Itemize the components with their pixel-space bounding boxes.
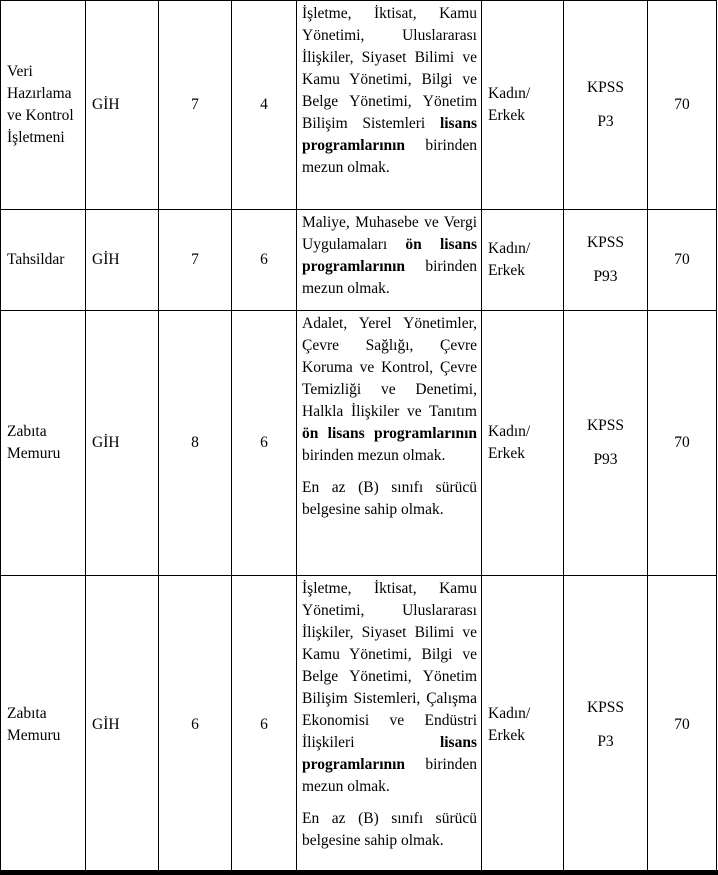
- score-value: 70: [674, 715, 690, 733]
- requirement-text: [302, 578, 477, 798]
- count-value: 4: [260, 96, 268, 113]
- requirement-cell: [297, 576, 482, 874]
- position-name-cell: [1, 1, 86, 210]
- requirement-programs: İşletme, İktisat, Kamu Yönetimi, Uluslararası İlişkiler, Siyaset Bilimi ve Kamu Yönetimi, Bilgi ve Belge Yönetimi, Yönetim Bilişim Sistemleri: [302, 5, 477, 132]
- exam-score-type: P93: [593, 268, 618, 285]
- position-name: Zabıta Memuru: [7, 704, 61, 744]
- exam-score-type: P3: [597, 732, 614, 750]
- class-cell: [86, 576, 159, 874]
- gender-cell: [482, 210, 564, 311]
- gender-value: Kadın/ Erkek: [488, 240, 531, 279]
- requirement-text: [302, 212, 477, 300]
- position-name-cell: [1, 576, 86, 874]
- exam-type: KPSS: [586, 698, 625, 716]
- table-row: [1, 210, 717, 311]
- requirement-programs: İşletme, İktisat, Kamu Yönetimi, Uluslararası İlişkiler, Siyaset Bilimi ve Kamu Yönetimi, Bilgi ve Belge Yönetimi, Yönetim Bilişim Sistemleri, Çalışma Ekonomisi ve Endüstri İlişkileri: [302, 580, 477, 751]
- score-value: 70: [674, 251, 690, 268]
- requirement-suffix: birinden mezun olmak.: [302, 447, 446, 464]
- count-value: 6: [260, 715, 268, 733]
- exam-cell: [564, 1, 648, 210]
- position-name: Veri Hazırlama ve Kontrol İşletmeni: [7, 63, 74, 146]
- requirement-cell: [297, 1, 482, 210]
- position-name-cell: [1, 210, 86, 311]
- class-value: GİH: [92, 715, 120, 733]
- requirement-level: ön lisans programlarının: [302, 236, 477, 275]
- class-value: GİH: [92, 96, 120, 113]
- requirement-level: lisans programlarının: [302, 734, 477, 773]
- gender-value: Kadın/ Erkek: [488, 85, 531, 124]
- requirement-text: [302, 313, 477, 467]
- score-cell: [648, 210, 717, 311]
- gender-value: Kadın/ Erkek: [488, 423, 531, 462]
- count-cell: [232, 1, 297, 210]
- exam-cell: [564, 311, 648, 576]
- exam-cell: [564, 210, 648, 311]
- requirement-text: [302, 3, 477, 179]
- class-cell: [86, 311, 159, 576]
- requirement-cell: [297, 210, 482, 311]
- score-value: 70: [674, 96, 690, 113]
- extra-requirement: En az (B) sınıfı sürücü belgesine sahip olmak.: [302, 810, 477, 849]
- requirement-level: ön lisans programlarının: [302, 425, 477, 442]
- grade-cell: [159, 1, 232, 210]
- requirement-suffix: birinden mezun olmak.: [302, 756, 477, 795]
- count-value: 6: [260, 434, 268, 451]
- exam-score-type: P3: [597, 113, 614, 130]
- exam-score-type: P93: [593, 451, 618, 468]
- grade-cell: [159, 576, 232, 874]
- table-row: [1, 1, 717, 210]
- gender-value: Kadın/ Erkek: [488, 704, 531, 744]
- class-cell: [86, 1, 159, 210]
- grade-value: 6: [191, 715, 199, 733]
- count-cell: [232, 576, 297, 874]
- requirement-cell: [297, 311, 482, 576]
- gender-cell: [482, 311, 564, 576]
- exam-cell: [564, 576, 648, 874]
- count-cell: [232, 311, 297, 576]
- class-value: GİH: [92, 434, 120, 451]
- grade-value: 8: [191, 434, 199, 451]
- grade-cell: [159, 311, 232, 576]
- count-value: 6: [260, 251, 268, 268]
- score-cell: [648, 1, 717, 210]
- requirement-level: lisans programlarının: [302, 115, 477, 154]
- grade-cell: [159, 210, 232, 311]
- score-cell: [648, 311, 717, 576]
- score-cell: [648, 576, 717, 874]
- gender-cell: [482, 576, 564, 874]
- grade-value: 7: [191, 251, 199, 268]
- requirement-suffix: birinden mezun olmak.: [302, 137, 477, 176]
- position-name: Tahsildar: [7, 251, 65, 268]
- grade-value: 7: [191, 96, 199, 113]
- table-row: [1, 311, 717, 576]
- exam-type: KPSS: [586, 79, 625, 96]
- requirement-programs: Maliye, Muhasebe ve Vergi Uygulamaları: [302, 214, 477, 253]
- position-name: Zabıta Memuru: [7, 423, 61, 462]
- requirement-programs: Adalet, Yerel Yönetimler, Çevre Sağlığı, Çevre Koruma ve Kontrol, Çevre Temizliği ve Denetimi, Halkla İlişkiler ve Tanıtım: [302, 315, 477, 420]
- class-cell: [86, 210, 159, 311]
- table-row: [1, 576, 717, 874]
- score-value: 70: [674, 434, 690, 451]
- window-bottom-edge: [0, 870, 718, 875]
- gender-cell: [482, 1, 564, 210]
- exam-type: KPSS: [586, 234, 625, 251]
- requirement-suffix: birinden mezun olmak.: [302, 258, 477, 297]
- position-name-cell: [1, 311, 86, 576]
- class-value: GİH: [92, 251, 120, 268]
- exam-type: KPSS: [586, 417, 625, 434]
- extra-requirement: En az (B) sınıfı sürücü belgesine sahip olmak.: [302, 479, 477, 518]
- count-cell: [232, 210, 297, 311]
